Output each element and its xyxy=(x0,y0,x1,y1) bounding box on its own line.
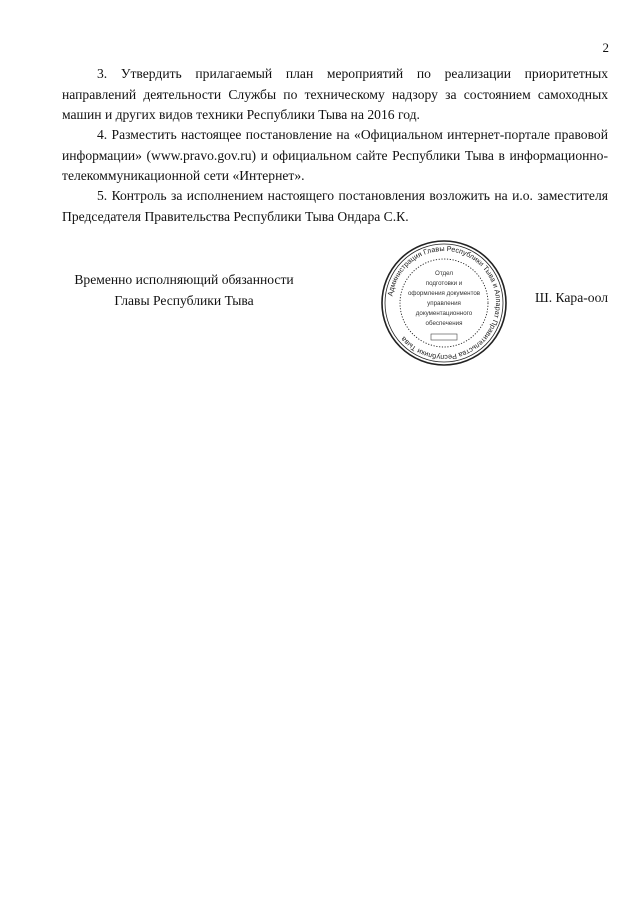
seal-center-line-1: Отдел xyxy=(435,270,453,277)
seal-ring-text: Администрация Главы Республики Тыва и Аппарат Правительства Республики Тыва xyxy=(385,243,504,363)
official-seal-stamp xyxy=(379,238,509,368)
signatory-title xyxy=(62,270,306,311)
page-number: 2 xyxy=(602,40,609,55)
signatory-title-line-1: Временно исполняющий обязанности xyxy=(74,272,294,287)
paragraph-item-5: 5. Контроль за исполнением настоящего постановления возложить на и.о. заместителя Председателя Правительства Республики Тыва Ондара С.К. xyxy=(62,188,608,224)
seal-center-line-4: управления xyxy=(427,300,461,307)
paragraph-item-4: 4. Разместить настоящее постановление на «Официальном интернет-портале правовой информации» (www.pravo.gov.ru) и официальном сайте Республики Тыва в информационно-телекоммуникационной сети «Интернет». xyxy=(62,127,608,183)
signatory-name: Ш. Кара-оол xyxy=(535,290,608,305)
seal-center-line-2: подготовки и xyxy=(425,280,463,287)
signatory-title-line-2: Главы Республики Тыва xyxy=(114,292,254,308)
seal-center-line-6: обеспечения xyxy=(425,320,463,327)
paragraph-item-3: 3. Утвердить прилагаемый план мероприятий по реализации приоритетных направлений деятельности Службы по техническому надзору за состоянием самоходных машин и других видов техники Республики Тыва на 2016 год. xyxy=(62,66,608,122)
seal-center-line-3: оформления документов xyxy=(407,290,481,297)
seal-emblem-mark xyxy=(431,334,457,340)
seal-center-line-5: документационного xyxy=(415,310,473,317)
